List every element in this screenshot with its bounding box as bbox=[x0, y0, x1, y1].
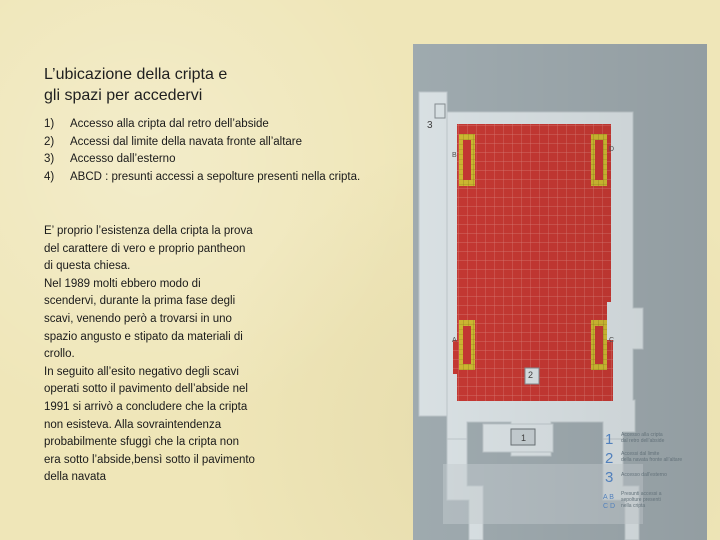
title-line-1: L’ubicazione della cripta e bbox=[44, 66, 228, 83]
list-text: ABCD : presunti accessi a sepolture presenti nella cripta. bbox=[70, 170, 361, 183]
list-item bbox=[44, 134, 384, 152]
body-line: scavi, venendo però a trovarsi in uno bbox=[44, 312, 232, 325]
access-points-list bbox=[44, 116, 384, 186]
list-item bbox=[44, 116, 384, 134]
body-paragraph bbox=[44, 223, 294, 487]
list-item bbox=[44, 169, 384, 187]
body-line: operati sotto il pavimento dell’abside nel bbox=[44, 383, 248, 396]
body-line: scendervi, durante la prima fase degli bbox=[44, 295, 236, 308]
body-line: spazio angusto e stipato da materiali di bbox=[44, 330, 243, 343]
title-line-2: gli spazi per accedervi bbox=[44, 87, 203, 104]
body-line: Nel 1989 molti ebbero modo di bbox=[44, 277, 201, 290]
floor-plan bbox=[413, 44, 707, 540]
slide-title bbox=[44, 64, 384, 106]
body-line: era sotto l’abside,bensì sotto il pavimento bbox=[44, 453, 255, 466]
body-line: 1991 si arrivò a concludere che la cripta bbox=[44, 400, 248, 413]
body-line: crollo. bbox=[44, 348, 75, 361]
body-line: non esisteva. Alla sovraintendenza bbox=[44, 418, 222, 431]
list-text: Accesso dall’esterno bbox=[70, 153, 176, 165]
list-number: 1) bbox=[44, 118, 55, 130]
crypt-floor-plan-photo bbox=[413, 44, 707, 540]
body-line: E’ proprio l’esistenza della cripta la prova bbox=[44, 225, 253, 237]
list-text: Accesso alla cripta dal retro dell’abside bbox=[70, 118, 269, 130]
list-number: 3) bbox=[44, 153, 55, 165]
body-line: probabilmente sfuggì che la cripta non bbox=[44, 436, 239, 449]
list-number: 4) bbox=[44, 170, 55, 183]
list-text: Accessi dal limite della navata fronte all’altare bbox=[70, 135, 303, 148]
body-line: di questa chiesa. bbox=[44, 260, 131, 273]
body-line: della navata bbox=[44, 471, 107, 484]
body-line: In seguito all’esito negativo degli scavi bbox=[44, 365, 239, 378]
list-item bbox=[44, 151, 384, 169]
body-line: del carattere di vero e proprio pantheon bbox=[44, 242, 246, 255]
list-number: 2) bbox=[44, 135, 55, 148]
